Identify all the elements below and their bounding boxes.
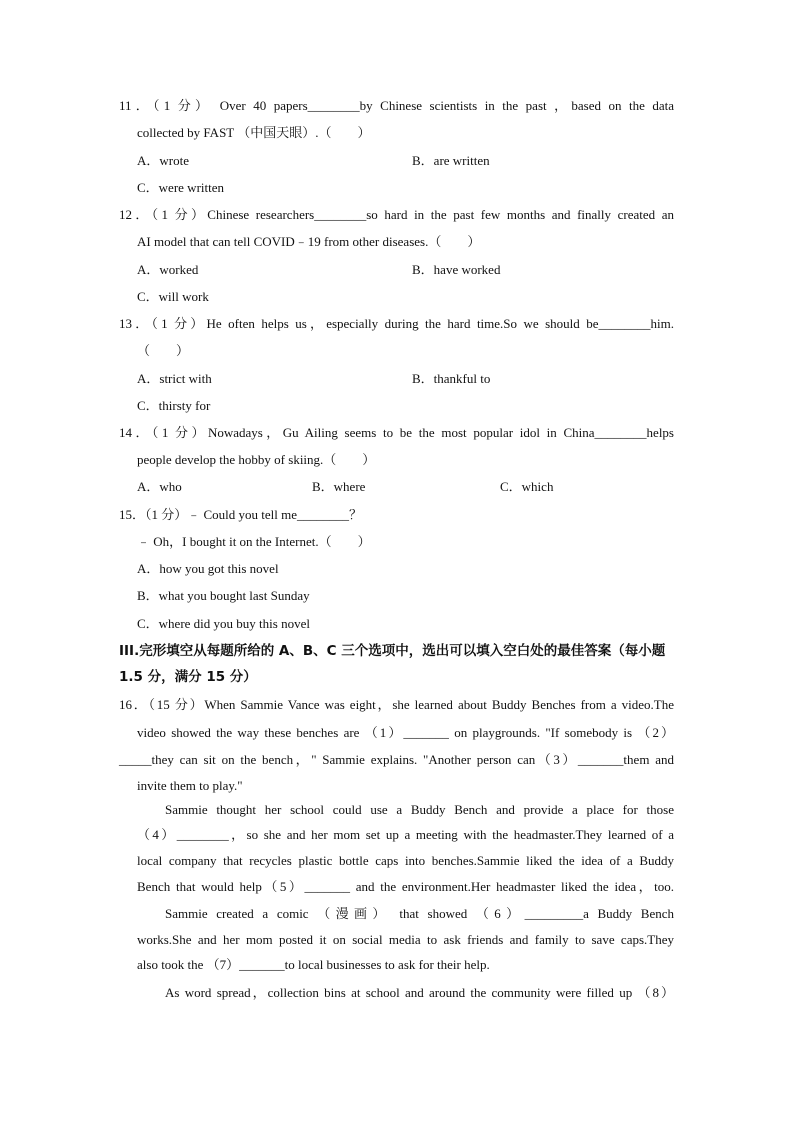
q16-passage-line2: video showed the way these benches are （1）_______ on playgrounds. "If somebody is （2） — [137, 725, 674, 740]
q12-option-b: B．have worked — [412, 262, 501, 277]
q14-stem-line1: 14．（1 分）Nowadays，Gu Ailing seems to be the most popular idol in China________helps — [119, 425, 674, 440]
q14-stem-line2: people develop the hobby of skiing.（ ） — [137, 452, 376, 467]
q12-stem-line1: 12．（1 分）Chinese researchers________so hard in the past few months and finally created an — [119, 207, 674, 222]
q16-paragraph3-line3: also took the （7）_______to local businesses to ask for their help. — [137, 957, 490, 972]
q11-option-a: A．wrote — [137, 153, 189, 168]
section-heading-line2: 1.5 分，满分 15 分） — [119, 669, 257, 685]
q13-stem-line1: 13．（1 分）He often helps us，especially during the hard time.So we should be________him. — [119, 316, 674, 331]
section-heading-line1: III.完形填空从每题所给的 A、B、C 三个选项中，选出可以填入空白处的最佳答案（每小题 — [119, 643, 666, 659]
q11-stem-line2: collected by FAST （中国天眼）.（ ） — [137, 125, 371, 140]
q15-option-c: C．where did you buy this novel — [137, 616, 310, 631]
q16-paragraph2-line2: （4）________，so she and her mom set up a meeting with the headmaster.They learned of a — [137, 827, 674, 842]
q16-paragraph3-line2: works.She and her mom posted it on social media to ask friends and family to save caps.They — [137, 932, 674, 947]
q15-option-a: A．how you got this novel — [137, 561, 279, 576]
q13-option-c: C．thirsty for — [137, 398, 211, 413]
q13-stem-line2: （ ） — [137, 343, 190, 358]
q14-option-a: A．who — [137, 479, 182, 494]
q12-option-a: A．worked — [137, 262, 199, 277]
q11-stem-line1: 11．（1 分） Over 40 papers________by Chinese scientists in the past ，based on the data — [119, 98, 674, 113]
q15-option-b: B．what you bought last Sunday — [137, 588, 310, 603]
q13-option-b: B．thankful to — [412, 371, 491, 386]
q15-stem-line1: 15．（1 分）﹣ Could you tell me________？ — [119, 507, 363, 522]
q16-passage-line4: invite them to play." — [137, 778, 243, 793]
q15-stem-line2: ﹣ Oh，I bought it on the Internet.（ ） — [137, 534, 371, 549]
q16-paragraph2-line3: local company that recycles plastic bottle caps into benches.Sammie liked the idea of a Buddy — [137, 853, 674, 868]
q12-stem-line2: AI model that can tell COVID﹣19 from other diseases.（ ） — [137, 234, 481, 249]
q14-option-b: B．where — [312, 479, 366, 494]
q16-passage-line3: _____they can sit on the bench，" Sammie explains. "Another person can（3）_______them and — [119, 752, 674, 767]
q11-option-c: C．were written — [137, 180, 225, 195]
q14-option-c: C．which — [500, 479, 554, 494]
q16-paragraph2-line1: Sammie thought her school could use a Buddy Bench and provide a place for those — [165, 802, 674, 817]
q12-option-c: C．will work — [137, 289, 209, 304]
q16-paragraph4-line1: As word spread，collection bins at school and around the community were filled up （8） — [165, 985, 674, 1000]
q13-option-a: A．strict with — [137, 371, 212, 386]
q11-option-b: B．are written — [412, 153, 490, 168]
q16-passage-line1: 16．（15 分）When Sammie Vance was eight，she learned about Buddy Benches from a video.The — [119, 697, 674, 712]
q16-paragraph3-line1: Sammie created a comic （漫画） that showed （6）_________a Buddy Bench — [165, 906, 674, 921]
q16-paragraph2-line4: Bench that would help（5）_______ and the environment.Her headmaster liked the idea，too. — [137, 879, 674, 894]
